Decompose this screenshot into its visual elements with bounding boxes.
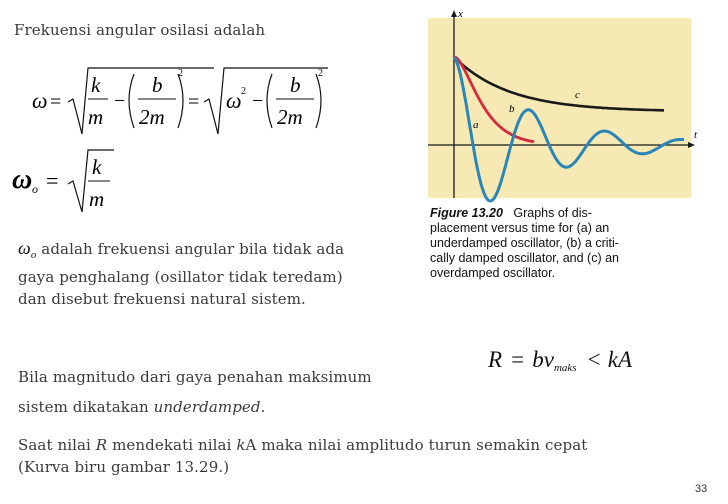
m-denominator: m [88,105,104,129]
conclusion-text [18,434,587,478]
caption-line-5: overdamped oscillator. [430,266,556,280]
left-paren [129,74,134,128]
definition-line-2: gaya penghalang (osillator tidak teredam) [18,268,343,286]
t-axis-arrow [688,142,695,148]
max-force-text [18,366,372,418]
radical-sign [204,68,328,134]
r-formula [488,347,632,374]
conclusion-part-a: Saat nilai [18,436,96,454]
2m-denominator: 2m [139,105,165,129]
t-axis-label: t [694,129,698,141]
definition-line-1 [18,237,344,266]
curve-b-label: b [509,103,515,115]
intro-text: Frekuensi angular osilasi adalah [14,21,266,39]
page-number: 33 [695,483,708,495]
equals-sign: = [50,91,62,113]
minus-sign: − [114,90,126,112]
right-paren [178,74,183,128]
caption-line-1 [430,206,619,221]
square-exponent: 2 [241,86,246,97]
caption-line-4: cally damped oscillator, and (c) an [430,251,619,265]
figure-caption [430,206,619,281]
x-axis-label: x [458,8,463,20]
conclusion-r: R [95,436,108,454]
maks-subscript: maks [553,362,577,375]
curve-c-label: c [575,89,580,101]
equals-sign: = [46,168,59,193]
conclusion-line-2: (Kurva biru gambar 13.29.) [18,458,230,476]
caption-line-2: placement versus time for (a) an [430,221,610,235]
b-numerator: b [152,73,163,97]
left-paren [267,74,272,128]
omega0-inline-subscript: o [30,249,37,261]
max-force-line-2 [18,396,372,418]
conclusion-k: k [236,436,246,454]
r-symbol: R [488,347,503,372]
less-than-sign: < [587,347,601,372]
square-exponent: 2 [178,68,183,79]
max-force-line-2-prefix: sistem dikatakan [18,398,154,416]
figure-label: Figure 13.20 [430,206,503,220]
omega0-inline-symbol: ω [18,238,31,258]
omega0-subscript: o [32,182,38,196]
curve-a-label: a [473,119,479,131]
definition-text-1: adalah frekuensi angular bila tidak ada [36,240,345,258]
caption-line-3: underdamped oscillator, (b) a criti- [430,236,619,250]
k-numerator: k [91,73,101,97]
k-numerator: k [92,155,102,179]
omega0-symbol: ω [226,88,242,113]
underdamped-term: underdamped [153,398,261,416]
m-denominator: m [89,187,105,211]
equals-sign: = [511,347,525,372]
omega-symbol: ω [32,88,48,113]
max-force-line-2-suffix: . [260,398,266,416]
max-force-line-1: Bila magnitudo dari gaya penahan maksimum [18,368,372,386]
bv-term: bv [532,347,554,372]
omega0-definition [18,237,344,310]
conclusion-part-b: mendekati nilai [107,436,237,454]
conclusion-line-1 [18,434,587,456]
b-numerator: b [290,73,301,97]
equals-sign: = [188,91,200,113]
omega0-symbol: ω [12,164,33,195]
square-exponent: 2 [318,68,323,79]
conclusion-part-c: A maka nilai amplitudo turun semakin cepat [245,436,588,454]
ka-term: kA [607,347,632,372]
x-axis-arrow [451,10,457,17]
damping-figure [420,4,705,204]
omega0-formula [10,146,130,216]
omega-formula [28,64,348,140]
right-paren [316,74,321,128]
definition-line-3: dan disebut frekuensi natural sistem. [18,290,306,308]
caption-text-1: Graphs of dis- [513,206,592,220]
2m-denominator: 2m [277,105,303,129]
minus-sign: − [252,90,264,112]
